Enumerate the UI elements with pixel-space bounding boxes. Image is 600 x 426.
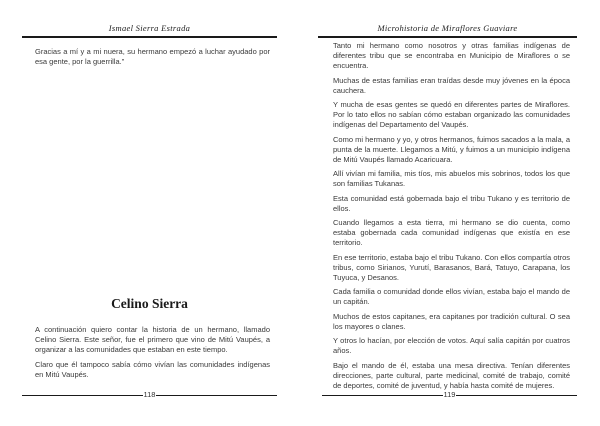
paragraph: Claro que él tampoco sabía cómo vivían las comunidades indígenas en Mitú Vaupés.: [35, 359, 270, 379]
paragraph: Y otros lo hacían, por elección de votos. Aquí salía capitán por cuatros años.: [333, 336, 570, 355]
footer-rule-right: [456, 395, 577, 396]
right-body-text: [333, 41, 570, 395]
running-header-right: Microhistoria de Miraflores Guaviare: [377, 23, 518, 33]
paragraph: En ese territorio, estaba bajo el tribu Tukano. Con ellos compartía otros tribus, como Sirianos, Yurutí, Barasanos, Bará, Tatuyo, Carapana, los Tuyuca, y Desanos.: [333, 252, 570, 282]
header-rule-left: [22, 36, 277, 38]
left-body-text: [35, 325, 270, 384]
left-intro-text: [35, 47, 270, 72]
running-header-left: Ismael Sierra Estrada: [108, 23, 191, 33]
page-footer-left: [22, 390, 277, 400]
paragraph: Muchos de estos capitanes, era capitanes por tradición cultural. O sea los mayores o clanes.: [333, 311, 570, 331]
paragraph: Gracias a mí y a mi nuera, su hermano empezó a luchar ayudado por esa gente, por la guerrilla.”: [35, 47, 270, 66]
header-rule-right: [318, 36, 577, 38]
footer-rule-left: [322, 395, 443, 396]
footer-rule-left: [22, 395, 143, 396]
paragraph: Como mi hermano y yo, y otros hermanos, fuimos sacados a la mala, a punta de la muerte. Llegamos a Mitú, y fuimos a un municipio indígena de Mitú Vaupés llamado Acaricuara.: [333, 134, 570, 164]
paragraph: Muchas de estas familias eran traídas desde muy jóvenes en la época cauchera.: [333, 75, 570, 95]
paragraph: A continuación quiero contar la historia de un hermano, llamado Celino Sierra. Este señor, fue el primero que vino de Mitú Vaupés, a organizar a las comunidades que estaban en este tiempo.: [35, 325, 270, 354]
paragraph: Tanto mi hermano como nosotros y otras familias indígenas de diferentes tribu que se encontraba en Municipio de Miraflores o se encuentra.: [333, 41, 570, 70]
footer-rule-right: [156, 395, 277, 396]
page-number: 119: [443, 390, 456, 400]
section-heading: Celino Sierra: [111, 296, 188, 311]
page-footer-right: [322, 390, 577, 400]
paragraph: Y mucha de esas gentes se quedó en diferentes partes de Miraflores. Por lo tato ellos no sabían cómo estaban organizado las comunidades indígenas del Departamento del Vaupés.: [333, 100, 570, 129]
right-page: [300, 0, 600, 426]
paragraph: Esta comunidad está gobernada bajo el tribu Tukano y es territorio de ellos.: [333, 193, 570, 213]
paragraph: Bajo el mando de él, estaba una mesa directiva. Tenían diferentes direcciones, parte cultural, parte medicinal, comité de trabajo, comité de deportes, comité de juventud, y había hasta comité de mujeres.: [333, 360, 570, 390]
paragraph: Cada familia o comunidad donde ellos vivían, estaba bajo el mando de un capitán.: [333, 287, 570, 306]
paragraph: Allí vivían mi familia, mis tíos, mis abuelos mis sobrinos, todos los que son familias Tukanas.: [333, 169, 570, 188]
page-number: 118: [143, 390, 156, 400]
paragraph: Cuando llegamos a esta tierra, mi hermano se dio cuenta, como estaba gobernada cada comunidad indígenas que existía en ese territorio.: [333, 218, 570, 247]
